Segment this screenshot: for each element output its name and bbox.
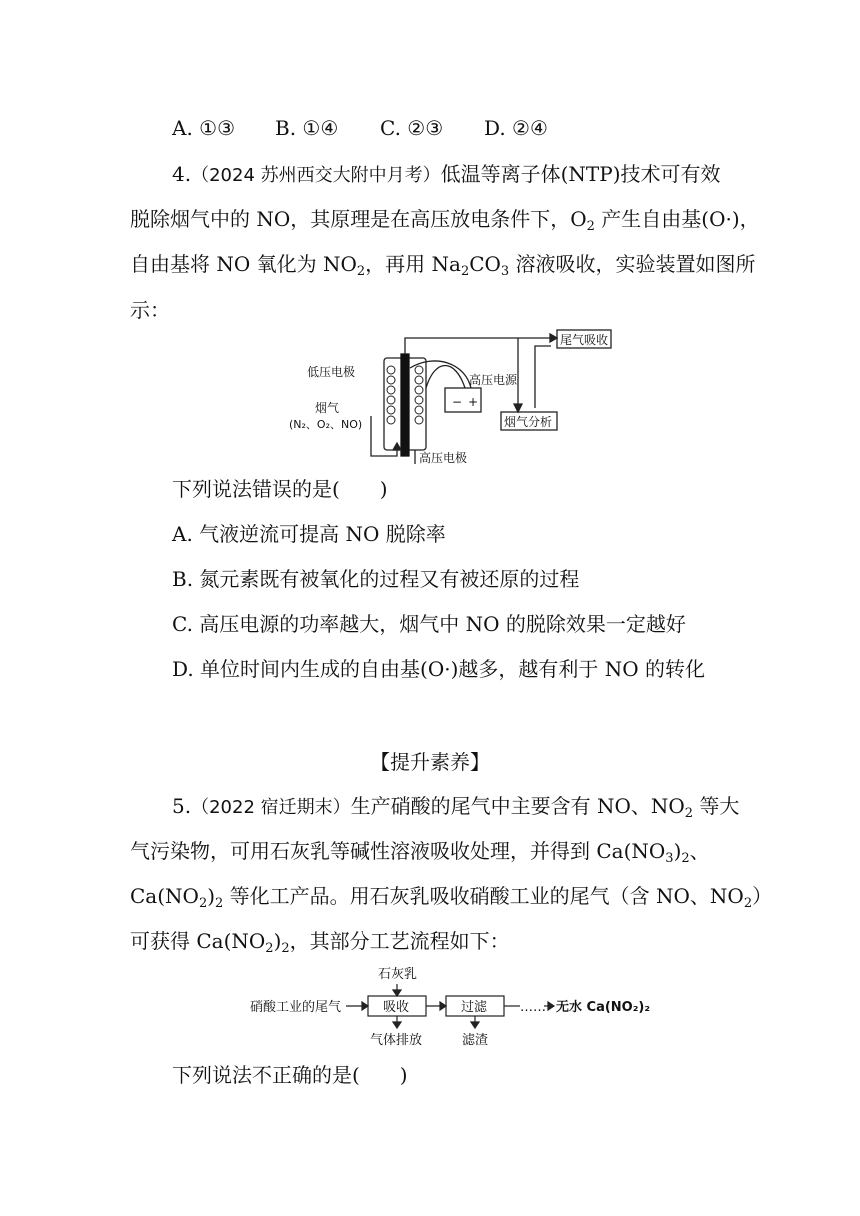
q5-source: （2022 宿迁期末） xyxy=(191,797,351,818)
label-plus: + xyxy=(468,395,479,409)
q3-option-a: A. ①③ xyxy=(172,116,236,140)
box-filter: 过滤 xyxy=(461,1000,488,1015)
q5-stem-line-2: 气污染物，可用石灰乳等碱性溶液吸收处理，并得到 $Ca(NO_3)_2$、 xyxy=(130,839,710,866)
label-flue-analysis: 烟气分析 xyxy=(504,415,553,429)
label-minus: − xyxy=(452,395,463,409)
label-low-electrode: 低压电极 xyxy=(307,365,356,379)
q5-question: 下列说法不正确的是( ) xyxy=(172,1063,408,1087)
q4-option-b: B. 氮元素既有被氧化的过程又有被还原的过程 xyxy=(172,567,580,591)
label-flue-gas-composition: (N₂、O₂、NO) xyxy=(289,418,363,431)
label-tail-gas: 硝酸工业的尾气 xyxy=(250,1000,342,1015)
q5-stem-line-1: 5.（2022 宿迁期末）生产硝酸的尾气中主要含有 NO、$NO_2$ 等大 xyxy=(172,794,740,821)
section-title: 【提升素养】 xyxy=(370,750,490,774)
q4-apparatus-figure xyxy=(285,328,625,468)
q5-stem-line-4: 可获得 $Ca(NO_2)_2$，其部分工艺流程如下： xyxy=(130,929,510,956)
label-residue: 滤渣 xyxy=(462,1033,489,1048)
q4-option-c: C. 高压电源的功率越大，烟气中 NO 的脱除效果一定越好 xyxy=(172,612,686,636)
q4-stem-line-1: 4.（2024 苏州西交大附中月考）低温等离子体(NTP)技术可有效 xyxy=(172,162,721,186)
q5-number: 5. xyxy=(172,794,192,818)
box-absorb: 吸收 xyxy=(383,1000,410,1015)
q5-stem-line-3: $Ca(NO_2)_2$ 等化工产品。用石灰乳吸收硝酸工业的尾气（含 NO、$NO_2$） xyxy=(130,884,773,911)
label-flue-gas: 烟气 xyxy=(315,401,340,415)
q5-process-flow xyxy=(248,960,658,1052)
q4-stem-line-3: 自由基将 NO 氧化为 $NO_2$，再用 $Na_2CO_3$ 溶液吸收，实验装置如图所 xyxy=(130,252,756,279)
label-product: 无水 Ca(NO₂)₂ xyxy=(556,1000,651,1015)
label-gas-out: 气体排放 xyxy=(370,1033,423,1048)
q3-option-d: D. ②④ xyxy=(484,116,548,140)
q4-option-d: D. 单位时间内生成的自由基(O·)越多，越有利于 NO 的转化 xyxy=(172,657,706,681)
q3-option-b: B. ①④ xyxy=(275,116,339,140)
label-tail-absorb: 尾气吸收 xyxy=(560,333,609,347)
label-high-power: 高压电源 xyxy=(469,373,518,387)
q4-number: 4. xyxy=(172,162,192,186)
q4-stem-line-4: 示： xyxy=(130,298,170,322)
q4-stem-line-2: 脱除烟气中的 NO，其原理是在高压放电条件下，$O_2$ 产生自由基(O·)， xyxy=(130,207,760,234)
q4-option-a: A. 气液逆流可提高 NO 脱除率 xyxy=(172,522,446,546)
q4-question: 下列说法错误的是( ) xyxy=(172,477,388,501)
q4-source: （2024 苏州西交大附中月考） xyxy=(191,165,441,186)
label-dots: …… xyxy=(520,1000,546,1015)
label-lime-milk: 石灰乳 xyxy=(378,967,418,982)
label-high-electrode: 高压电极 xyxy=(419,451,468,465)
q3-option-c: C. ②③ xyxy=(380,116,444,140)
